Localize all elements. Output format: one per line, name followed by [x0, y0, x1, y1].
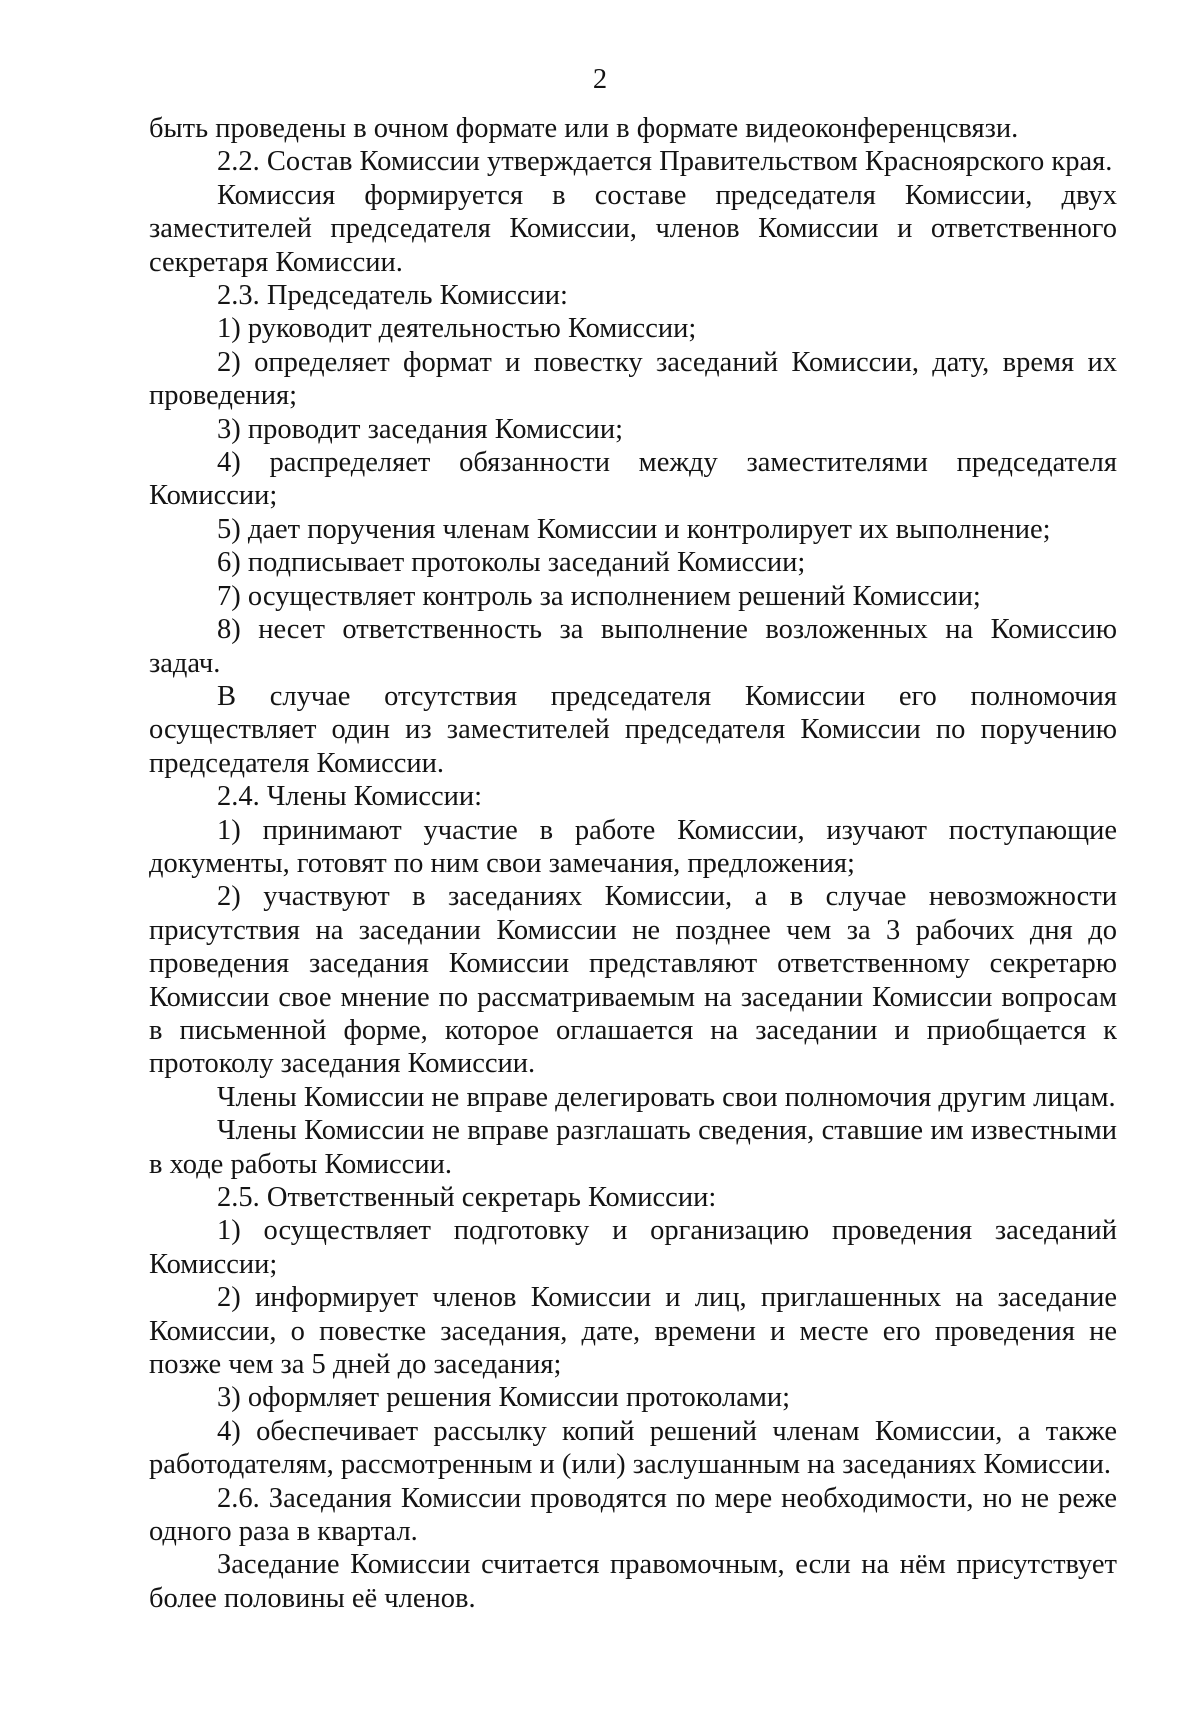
page-number: 2 — [592, 64, 608, 95]
paragraph: Заседание Комиссии считается правомочным, если на нём присутствует более половины её членов. — [149, 1549, 1117, 1614]
section-2-6: 2.6. Заседания Комиссии проводятся по мере необходимости, но не реже одного раза в квартал. — [149, 1482, 1117, 1548]
section-2-5-heading: 2.5. Ответственный секретарь Комиссии: — [217, 1182, 717, 1213]
list-item: 4) обеспечивает рассылку копий решений членам Комиссии, а также работодателям, рассмотренным и (или) заслушанным на заседаниях Комиссии. — [149, 1415, 1117, 1481]
list-item: 2) определяет формат и повестку заседаний Комиссии, дату, время их проведения; — [149, 346, 1117, 412]
paragraph: быть проведены в очном формате или в формате видеоконференцсвязи. — [149, 113, 1019, 144]
list-item: 6) подписывает протоколы заседаний Комиссии; — [217, 547, 806, 579]
list-item: 3) проводит заседания Комиссии; — [217, 413, 624, 445]
paragraph: В случае отсутствия председателя Комиссии его полномочия осуществляет один из заместителей председателя Комиссии по поручению председателя Комиссии. — [149, 680, 1117, 779]
list-item: 1) руководит деятельностью Комиссии; — [217, 313, 697, 345]
paragraph: Члены Комиссии не вправе делегировать свои полномочия другим лицам. — [217, 1081, 1116, 1113]
list-item: 1) принимают участие в работе Комиссии, изучают поступающие документы, готовят по ним свои замечания, предложения; — [149, 814, 1117, 879]
section-2-3-heading: 2.3. Председатель Комиссии: — [217, 280, 568, 312]
list-item: 7) осуществляет контроль за исполнением решений Комиссии; — [217, 580, 981, 612]
list-item: 2) участвуют в заседаниях Комиссии, а в случае невозможности присутствия на заседании Комиссии не позднее чем за 3 рабочих дня до проведения заседания Комиссии представляют ответственному секретарю Комиссии свое мнение по рассматриваемым на заседании Комиссии вопросам в письменной форме, которое оглашается на заседании и приобщается к протоколу заседания Комиссии. — [149, 881, 1117, 1080]
list-item: 5) дает поручения членам Комиссии и контролирует их выполнение; — [217, 513, 1051, 545]
document-body — [149, 112, 1117, 1615]
paragraph: Комиссия формируется в составе председателя Комиссии, двух заместителей председателя Комиссии, членов Комиссии и ответственного секретаря Комиссии. — [149, 179, 1117, 278]
section-2-2: 2.2. Состав Комиссии утверждается Правительством Красноярского края. — [217, 146, 1113, 178]
list-item: 3) оформляет решения Комиссии протоколами; — [217, 1382, 791, 1414]
section-2-4-heading: 2.4. Члены Комиссии: — [217, 781, 483, 813]
list-item: 4) распределяет обязанности между заместителями председателя Комиссии; — [149, 447, 1117, 512]
list-item: 1) осуществляет подготовку и организацию проведения заседаний Комиссии; — [149, 1215, 1117, 1280]
list-item: 2) информирует членов Комиссии и лиц, приглашенных на заседание Комиссии, о повестке заседания, дате, времени и месте его проведения не позже чем за 5 дней до заседания; — [149, 1282, 1117, 1381]
paragraph: Члены Комиссии не вправе разглашать сведения, ставшие им известными в ходе работы Комиссии. — [149, 1115, 1117, 1180]
list-item: 8) несет ответственность за выполнение возложенных на Комиссию задач. — [149, 614, 1117, 679]
